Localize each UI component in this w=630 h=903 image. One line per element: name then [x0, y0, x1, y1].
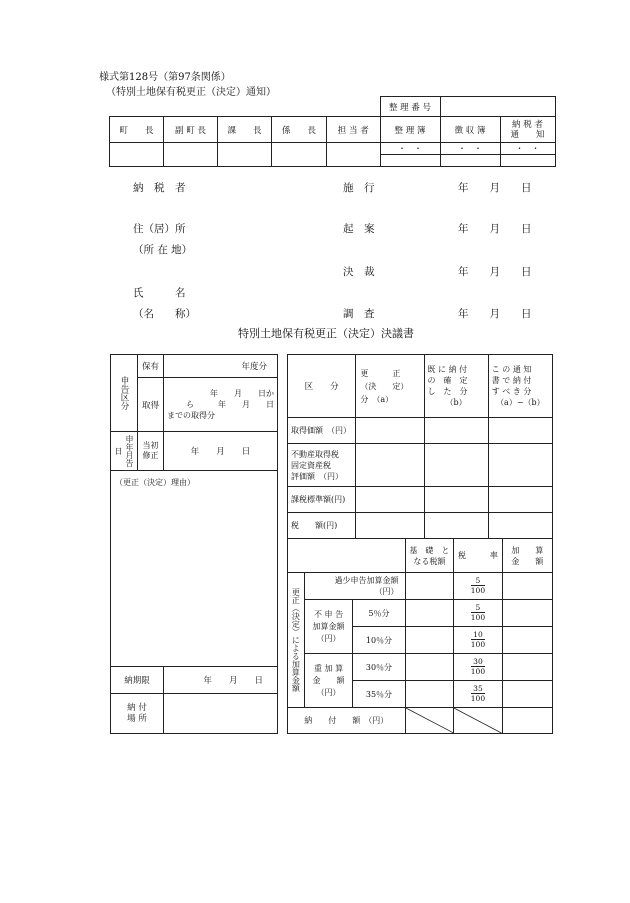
value-cell[interactable] — [502, 600, 552, 627]
nouki-label: 納期限 — [111, 666, 164, 694]
row-label: 取得価額 （円） — [288, 418, 356, 444]
name-label: 氏 名 — [133, 287, 186, 299]
kiso-header: 基 礎 と なる税額 — [405, 539, 454, 573]
reason-field[interactable] — [111, 471, 278, 667]
seiri-bango-label: 整 理 番 号 — [380, 97, 440, 117]
process-date: 年 月 日 — [458, 266, 532, 278]
shutoku-period-2: ら 年 月 日 — [186, 400, 274, 410]
value-cell[interactable] — [356, 444, 424, 487]
value-cell[interactable] — [405, 573, 454, 600]
stamp-header: 担 当 者 — [327, 117, 381, 143]
nendobun-label: 年度分 — [164, 355, 278, 378]
process-date: 年 月 日 — [458, 223, 532, 235]
stamp-header: 納 税 者 通 知 — [500, 117, 555, 143]
shutoku-period-3: までの取得分 — [167, 411, 215, 421]
shutoku-label: 取得 — [138, 378, 164, 432]
row-label: 課税標準額(円) — [288, 487, 356, 513]
col-b-line: の 確 定 — [427, 376, 468, 385]
shinkoku-kubun-label: 申告区分 — [119, 376, 129, 411]
seiri-bango-value[interactable] — [440, 97, 555, 117]
left-table — [110, 354, 278, 734]
nouki-date: 年 月 日 — [164, 666, 278, 694]
kasan-table — [287, 538, 553, 734]
value-cell[interactable] — [356, 487, 424, 513]
stamp-header: 副 町 長 — [164, 117, 218, 143]
stamp-header: 係 長 — [272, 117, 327, 143]
shinkoku-date-label: 申年月告日 — [114, 435, 134, 468]
value-cell[interactable] — [405, 654, 454, 681]
stamp-header: 町 長 — [110, 117, 164, 143]
value-cell[interactable] — [502, 627, 552, 654]
process-label: 施 行 — [343, 182, 375, 194]
kasan-header: 加 算 金 額 — [502, 539, 552, 573]
rate-fraction: $\frac{5}{100}$ — [470, 576, 486, 595]
value-cell[interactable] — [502, 708, 552, 734]
value-cell[interactable] — [424, 444, 488, 487]
stamp-table — [109, 96, 556, 167]
date-dots: ・ ・ — [440, 143, 500, 155]
zeiritsu-header: 税 率 — [454, 539, 502, 573]
col-a-line: 分 （a） — [360, 394, 394, 404]
value-cell[interactable] — [356, 418, 424, 444]
row-label: 不動産取得税 固定資産税 評価額 （円） — [288, 444, 356, 487]
kasho-label: 過少申告加算金額 （円） — [304, 573, 405, 600]
col-a-line: 更 正 — [360, 368, 401, 378]
value-cell[interactable] — [488, 444, 552, 487]
fushinkoku-label: 不 申 告 加算金額 （円） — [304, 600, 353, 654]
value-cell[interactable] — [356, 513, 424, 539]
diagonal-cell — [454, 708, 502, 734]
col-b-line: し た 分 — [427, 387, 468, 396]
tosho-kosei-label: 当初修正 — [142, 441, 159, 461]
value-cell[interactable] — [488, 418, 552, 444]
pct-label: 10％分 — [353, 627, 405, 654]
pct-label: 5％分 — [353, 600, 405, 627]
nofu-gaku-label: 納 付 額 （円） — [288, 708, 406, 734]
value-cell[interactable] — [488, 487, 552, 513]
taxpayer-label: 納 税 者 — [133, 182, 186, 194]
name-label-2: （名 称） — [133, 308, 196, 320]
diagonal-cell — [405, 708, 454, 734]
value-cell[interactable] — [488, 513, 552, 539]
value-cell[interactable] — [424, 418, 488, 444]
value-cell[interactable] — [405, 627, 454, 654]
value-cell[interactable] — [502, 573, 552, 600]
date-dots: ・ ・ — [500, 143, 555, 155]
rate-fraction: $\frac{5}{100}$ — [470, 603, 486, 622]
shutoku-period-1: 年 月 日か — [210, 389, 274, 399]
reason-label: （更正（決定）理由） — [115, 478, 195, 488]
process-label: 起 案 — [343, 223, 375, 235]
kubun-header: 区 分 — [288, 355, 356, 418]
col-c-line: す べ き 分 — [491, 387, 532, 396]
process-label: 調 査 — [343, 308, 375, 320]
col-b-line: 既 に 納 付 — [427, 365, 468, 374]
location-label: （所 在 地） — [133, 244, 193, 256]
value-cell[interactable] — [424, 513, 488, 539]
nofu-basho-label: 納 付 場 所 — [111, 694, 164, 734]
col-c-line: 書 で 納 付 — [491, 376, 532, 385]
value-cell[interactable] — [502, 654, 552, 681]
col-c-line: （a）−（b） — [496, 398, 545, 407]
juka-label: 重 加 算 金 額 （円） — [304, 654, 353, 708]
decision-title: 特別土地保有税更正（決定）決議書 — [238, 327, 414, 340]
rate-fraction: $\frac{35}{100}$ — [470, 684, 486, 703]
stamp-header: 課 長 — [218, 117, 272, 143]
process-label: 決 裁 — [343, 266, 375, 278]
pct-label: 30％分 — [353, 654, 405, 681]
col-c-line: こ の 通 知 — [491, 365, 532, 374]
value-cell[interactable] — [405, 681, 454, 708]
stamp-header: 整 理 簿 — [380, 117, 440, 143]
hoyu-label: 保有 — [138, 355, 164, 378]
process-date: 年 月 日 — [458, 182, 532, 194]
col-a-line: （決 定） — [360, 381, 409, 391]
row-label: 税 額(円) — [288, 513, 356, 539]
value-cell[interactable] — [502, 681, 552, 708]
process-date: 年 月 日 — [458, 308, 532, 320]
rate-fraction: $\frac{10}{100}$ — [470, 630, 486, 649]
value-cell[interactable] — [405, 600, 454, 627]
rate-fraction: $\frac{30}{100}$ — [470, 657, 486, 676]
shinkoku-date: 年 月 日 — [164, 432, 278, 471]
date-dots: ・ ・ — [380, 143, 440, 155]
right-table — [287, 354, 553, 539]
stamp-header: 徴 収 簿 — [440, 117, 500, 143]
pct-label: 35％分 — [353, 681, 405, 708]
form-number: 様式第128号（第97条関係） — [99, 72, 231, 83]
nofu-basho-field[interactable] — [164, 694, 278, 734]
side-label: 更正（決定）による加算金額 — [291, 588, 301, 692]
form-title: （特別土地保有税更正（決定）通知） — [106, 87, 276, 98]
address-label: 住（居）所 — [133, 223, 186, 235]
col-b-line: （b） — [445, 398, 467, 407]
value-cell[interactable] — [424, 487, 488, 513]
